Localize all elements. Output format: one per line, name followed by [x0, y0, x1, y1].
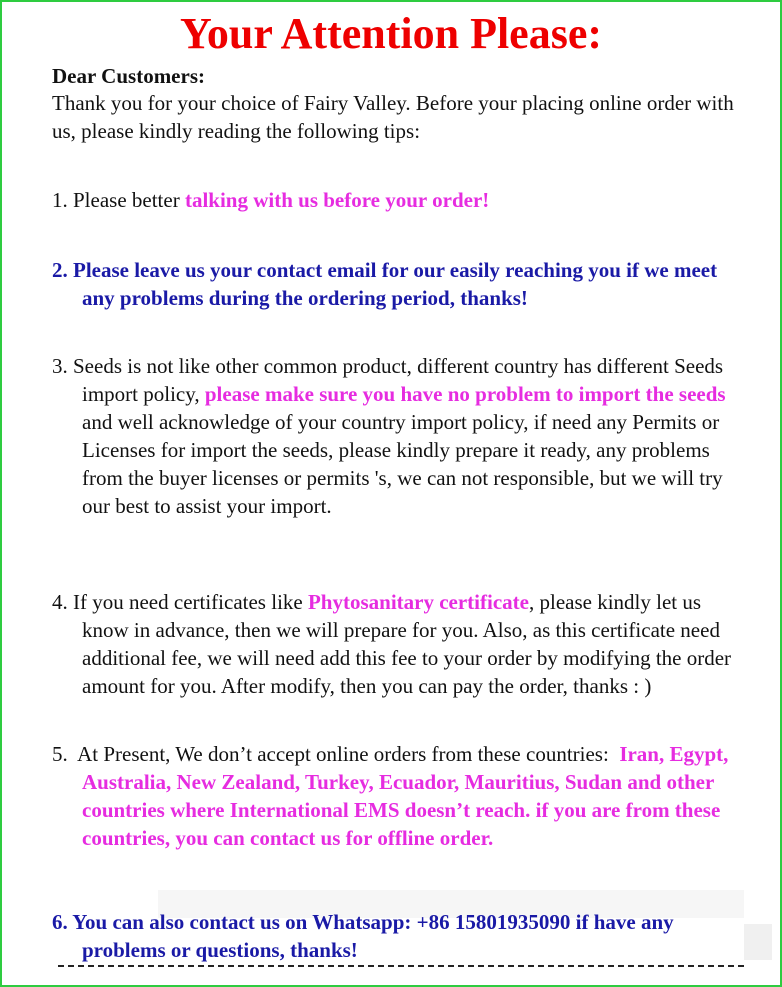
tip-number: 6. — [52, 910, 68, 934]
tip-number: 3. — [52, 354, 68, 378]
dashed-divider — [58, 965, 744, 967]
tip-2 — [52, 256, 752, 312]
tip-text: You can also contact us on Whatsapp: +86 15801935090 if have any problems or questions, thanks! — [67, 910, 674, 962]
tip-1 — [52, 186, 742, 214]
tip-text: Seeds is not like other common product, different country has different Seeds import policy, — [67, 354, 724, 406]
tip-number: 2. — [52, 258, 68, 282]
tip-highlight: Iran, Egypt, Australia, New Zealand, Turkey, Ecuador, Mauritius, Sudan and other countries where International EMS doesn’t reach. if you are from these countries, you can contact us for offline order. — [82, 742, 729, 850]
tip-text: At Present, We don’t accept online orders from these countries: — [67, 742, 620, 766]
tip-text: Please leave us your contact email for our easily reaching you if we meet any problems during the ordering period, thanks! — [67, 258, 718, 310]
tip-number: 1. — [52, 188, 68, 212]
tip-text: and well acknowledge of your country import policy, if need any Permits or Licenses for import the seeds, please kindly prepare it ready, any problems from the buyer licenses or permits 's, we can not responsible, but we will try our best to assist your import. — [82, 410, 723, 518]
tip-text: If you need certificates like — [67, 590, 308, 614]
tip-highlight: talking with us before your order! — [184, 188, 490, 212]
tip-number: 5. — [52, 742, 68, 766]
tip-number: 4. — [52, 590, 68, 614]
tip-text: , please kindly let us know in advance, then we will prepare for you. Also, as this certificate need additional fee, we will need add this fee to your order by modifying the order amount for you. After modify, then you can pay the order, thanks : ) — [82, 590, 732, 698]
page-title: Your Attention Please: — [179, 9, 603, 58]
tip-text: Please better — [67, 188, 185, 212]
tip-6 — [52, 908, 752, 964]
tip-highlight: please make sure you have no problem to import the seeds — [204, 382, 726, 406]
tip-5 — [52, 740, 752, 852]
salutation: Dear Customers: — [52, 64, 205, 88]
tip-4 — [52, 588, 752, 700]
intro-paragraph: Thank you for your choice of Fairy Valley. Before your placing online order with us, please kindly reading the following tips: — [52, 91, 734, 143]
tip-highlight: Phytosanitary certificate — [307, 590, 529, 614]
tip-3 — [52, 352, 752, 520]
